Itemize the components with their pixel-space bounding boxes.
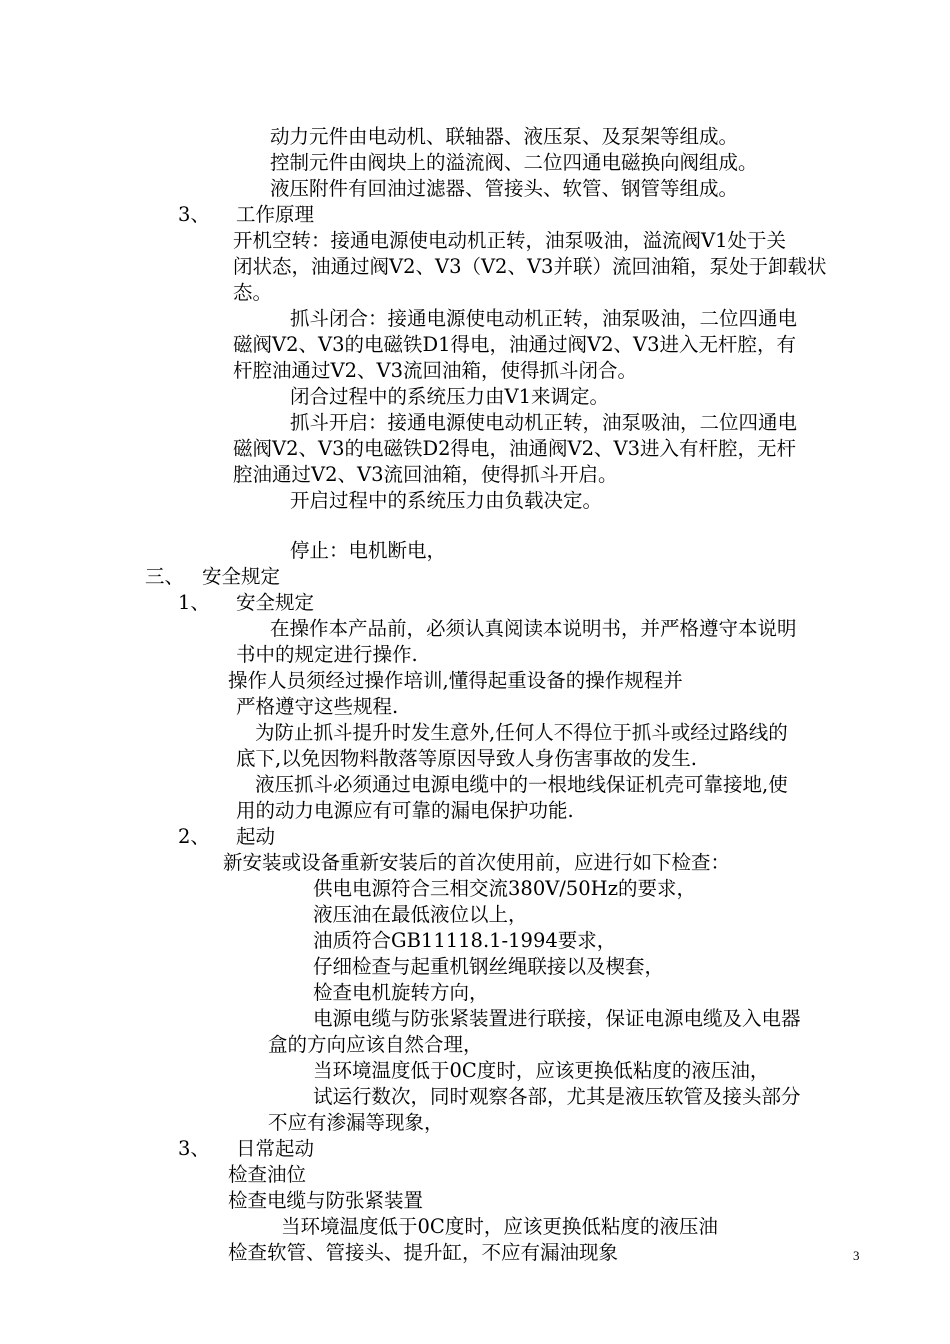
open-line-1: 抓斗开启：接通电源使电动机正转，油泵吸油，二位四通电 [290,411,798,434]
startup-check-4: 仔细检查与起重机钢丝绳联接以及楔套， [313,955,665,978]
daily-check-2: 检查电缆与防张紧装置 [228,1189,424,1212]
startup-check-8-cont: 不应有渗漏等现象， [268,1111,444,1134]
startup-check-6-cont: 盒的方向应该自然合理， [268,1033,483,1056]
startup-check-6: 电源电缆与防张紧装置进行联接，保证电源电缆及入电器 [313,1007,801,1030]
startup-check-1: 供电电源符合三相交流380V/50Hz的要求， [313,877,696,900]
safety-line-3: 操作人员须经过操作培训,懂得起重设备的操作规程并 [228,669,683,692]
daily-check-1: 检查油位 [228,1163,307,1186]
startup-intro: 新安装或设备重新安装后的首次使用前，应进行如下检查： [223,851,731,874]
page-number: 3 [853,1248,860,1263]
close-pressure-line: 闭合过程中的系统压力由V1来调定。 [290,385,609,408]
stop-line: 停止：电机断电， [290,539,447,562]
safety-line-4: 严格遵守这些规程. [236,695,399,718]
safety-line-5: 为防止抓斗提升时发生意外,任何人不得位于抓斗或经过路线的 [255,721,788,744]
item2-number: 2、 [178,825,210,848]
open-pressure-line: 开启过程中的系统压力由负载决定。 [290,489,603,512]
startup-check-5: 检查电机旋转方向， [313,981,489,1004]
item2-heading: 起动 [236,825,276,848]
control-components-line: 控制元件由阀块上的溢流阀、二位四通电磁换向阀组成。 [270,151,758,174]
power-components-line: 动力元件由电动机、联轴器、液压泵、及泵架等组成。 [270,125,739,148]
close-line-3: 杆腔油通过V2、V3流回油箱，使得抓斗闭合。 [233,359,637,382]
close-line-1: 抓斗闭合：接通电源使电动机正转，油泵吸油，二位四通电 [290,307,798,330]
item3-number: 3、 [178,1137,210,1160]
daily-check-3: 当环境温度低于0C度时，应该更换低粘度的液压油 [281,1215,718,1238]
section3-heading: 安全规定 [202,565,281,588]
hydraulic-accessories-line: 液压附件有回油过滤器、管接头、软管、钢管等组成。 [270,177,739,200]
principle-heading: 工作原理 [236,203,315,226]
idle-line-1: 开机空转：接通电源使电动机正转，油泵吸油，溢流阀V1处于关 [233,229,786,252]
close-line-2: 磁阀V2、V3的电磁铁D1得电，油通过阀V2、V3进入无杆腔，有 [233,333,796,356]
safety-line-8: 用的动力电源应有可靠的漏电保护功能. [236,799,574,822]
daily-check-4: 检查软管、管接头、提升缸，不应有漏油现象 [228,1241,619,1264]
safety-line-2: 书中的规定进行操作. [236,643,418,666]
startup-check-2: 液压油在最低液位以上， [313,903,528,926]
startup-check-8: 试运行数次，同时观察各部，尤其是液压软管及接头部分 [313,1085,801,1108]
safety-line-1: 在操作本产品前，必须认真阅读本说明书，并严格遵守本说明 [270,617,797,640]
open-line-2: 磁阀V2、V3的电磁铁D2得电，油通阀V2、V3进入有杆腔，无杆 [233,437,796,460]
open-line-3: 腔油通过V2、V3流回油箱，使得抓斗开启。 [233,463,618,486]
startup-check-3: 油质符合GB11118.1-1994要求， [313,929,617,952]
startup-check-7: 当环境温度低于0C度时，应该更换低粘度的液压油， [313,1059,770,1082]
section3-number: 三、 [145,565,185,588]
safety-line-6: 底下,以免因物料散落等原因导致人身伤害事故的发生. [236,747,697,770]
safety-line-7: 液压抓斗必须通过电源电缆中的一根地线保证机壳可靠接地,使 [255,773,788,796]
idle-line-3: 态。 [233,281,273,304]
item1-heading: 安全规定 [236,591,315,614]
idle-line-2: 闭状态，油通过阀V2、V3（V2、V3并联）流回油箱，泵处于卸载状 [233,255,827,278]
item3-heading: 日常起动 [236,1137,315,1160]
principle-number: 3、 [178,203,210,226]
item1-number: 1、 [178,591,210,614]
